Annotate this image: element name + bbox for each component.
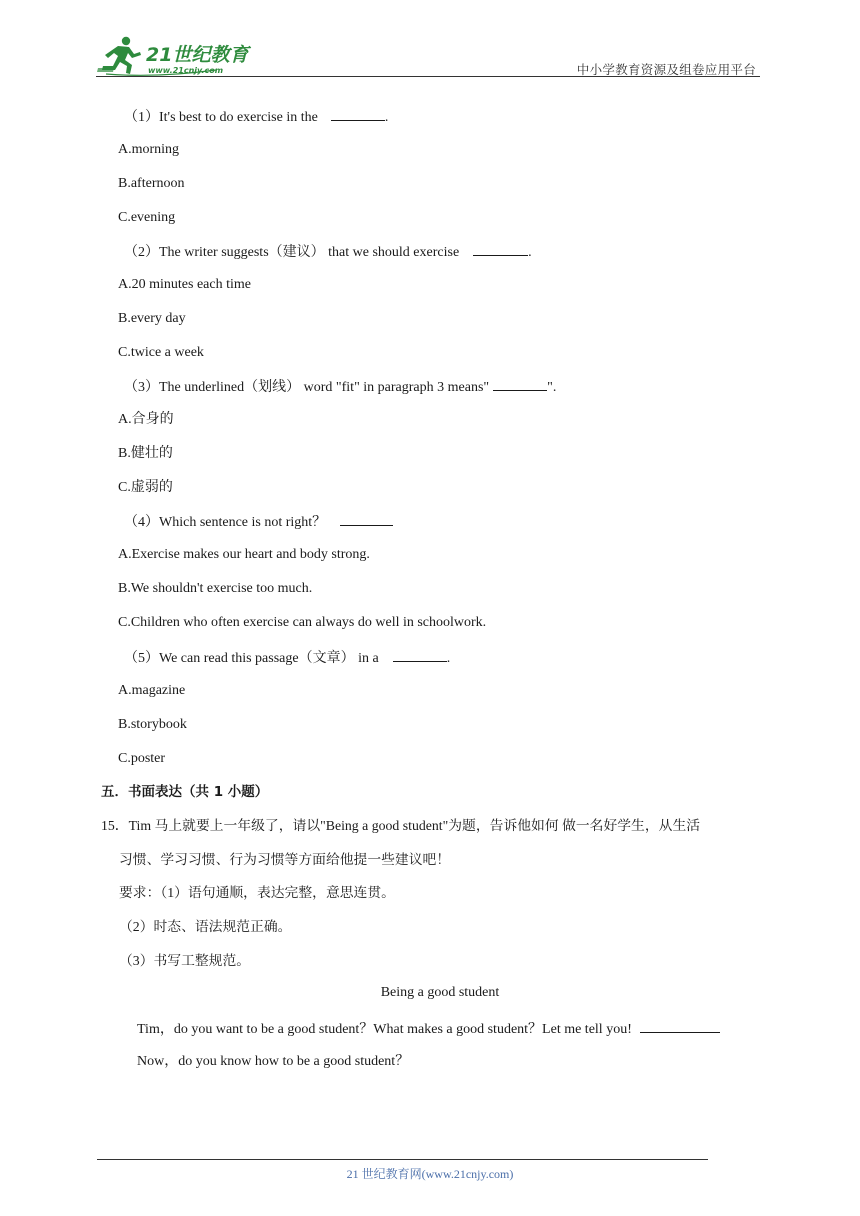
question-2-stem bbox=[124, 242, 532, 262]
question-5-text: （5）We can read this passage（文章） in a bbox=[124, 651, 379, 666]
question-1-text: （1）It's best to do exercise in the bbox=[124, 110, 318, 125]
option-3b: B.健壮的 bbox=[118, 446, 173, 461]
question-3-stem bbox=[124, 377, 556, 397]
option-4c: C.Children who often exercise can always do well in schoolwork. bbox=[118, 615, 487, 630]
option-2c: C.twice a week bbox=[118, 345, 204, 360]
logo-sub-text: www.21cnjy.com bbox=[148, 66, 224, 75]
option-5b: B.storybook bbox=[118, 717, 187, 732]
answer-blank-3 bbox=[493, 377, 547, 391]
question-1-stem bbox=[124, 107, 388, 127]
option-2a: A.20 minutes each time bbox=[118, 277, 251, 292]
question-5-suffix: . bbox=[446, 651, 451, 666]
option-3c: C.虚弱的 bbox=[118, 480, 173, 495]
option-4a: A.Exercise makes our heart and body strong. bbox=[118, 547, 370, 562]
requirement-3: （3）书写工整规范。 bbox=[119, 953, 251, 968]
page-header bbox=[96, 34, 760, 78]
footer-divider bbox=[97, 1159, 708, 1160]
footer-link[interactable]: 21 世纪教育网(www.21cnjy.com) bbox=[346, 1167, 514, 1181]
essay-title: Being a good student bbox=[380, 985, 500, 1000]
option-2b: B.every day bbox=[118, 311, 186, 326]
option-5a: A.magazine bbox=[118, 683, 186, 698]
question-4-stem bbox=[124, 512, 393, 532]
option-1c: C.evening bbox=[118, 210, 176, 225]
question-15-line-1: 15．Tim 马上就要上一年级了，请以"Being a good student"为题，告诉他如何 做一名好学生，从生活 bbox=[101, 818, 701, 833]
essay-line-2: Now，do you know how to be a good student？ bbox=[137, 1054, 410, 1069]
essay-line-1 bbox=[137, 1019, 720, 1039]
header-divider bbox=[96, 76, 760, 77]
option-1b: B.afternoon bbox=[118, 176, 185, 191]
requirement-1: 要求：（1）语句通顺，表达完整，意思连贯。 bbox=[119, 885, 395, 900]
question-4-text: （4）Which sentence is not right？ bbox=[124, 515, 327, 530]
question-2-text: （2）The writer suggests（建议） that we should exercise bbox=[124, 245, 460, 260]
question-3-suffix: ". bbox=[547, 380, 557, 395]
option-4b: B.We shouldn't exercise too much. bbox=[118, 581, 313, 596]
answer-blank-1 bbox=[331, 107, 385, 121]
runner-icon bbox=[97, 37, 141, 74]
answer-blank-4 bbox=[340, 512, 393, 526]
essay-answer-blank[interactable] bbox=[640, 1019, 720, 1033]
answer-blank-5 bbox=[393, 648, 447, 662]
question-5-stem bbox=[124, 648, 450, 668]
site-logo bbox=[96, 34, 266, 78]
option-5c: C.poster bbox=[118, 751, 166, 766]
option-1a: A.morning bbox=[118, 142, 180, 157]
logo-main-text: 21世纪教育 bbox=[146, 44, 249, 66]
question-3-text: （3）The underlined（划线） word "fit" in paragraph 3 means" bbox=[124, 380, 490, 395]
question-1-suffix: . bbox=[384, 110, 389, 125]
section-title: 五．书面表达（共 1 小题） bbox=[101, 784, 269, 800]
question-2-suffix: . bbox=[528, 245, 532, 260]
option-3a: A.合身的 bbox=[118, 412, 174, 427]
platform-name: 中小学教育资源及组卷应用平台 bbox=[576, 62, 756, 77]
answer-blank-2 bbox=[473, 242, 528, 256]
question-15-line-2: 习惯、学习习惯、行为习惯等方面给他提一些建议吧！ bbox=[119, 852, 451, 867]
requirement-2: （2）时态、语法规范正确。 bbox=[119, 919, 292, 934]
essay-line-1-text: Tim，do you want to be a good student？What makes a good student？Let me tell you! bbox=[137, 1022, 632, 1037]
